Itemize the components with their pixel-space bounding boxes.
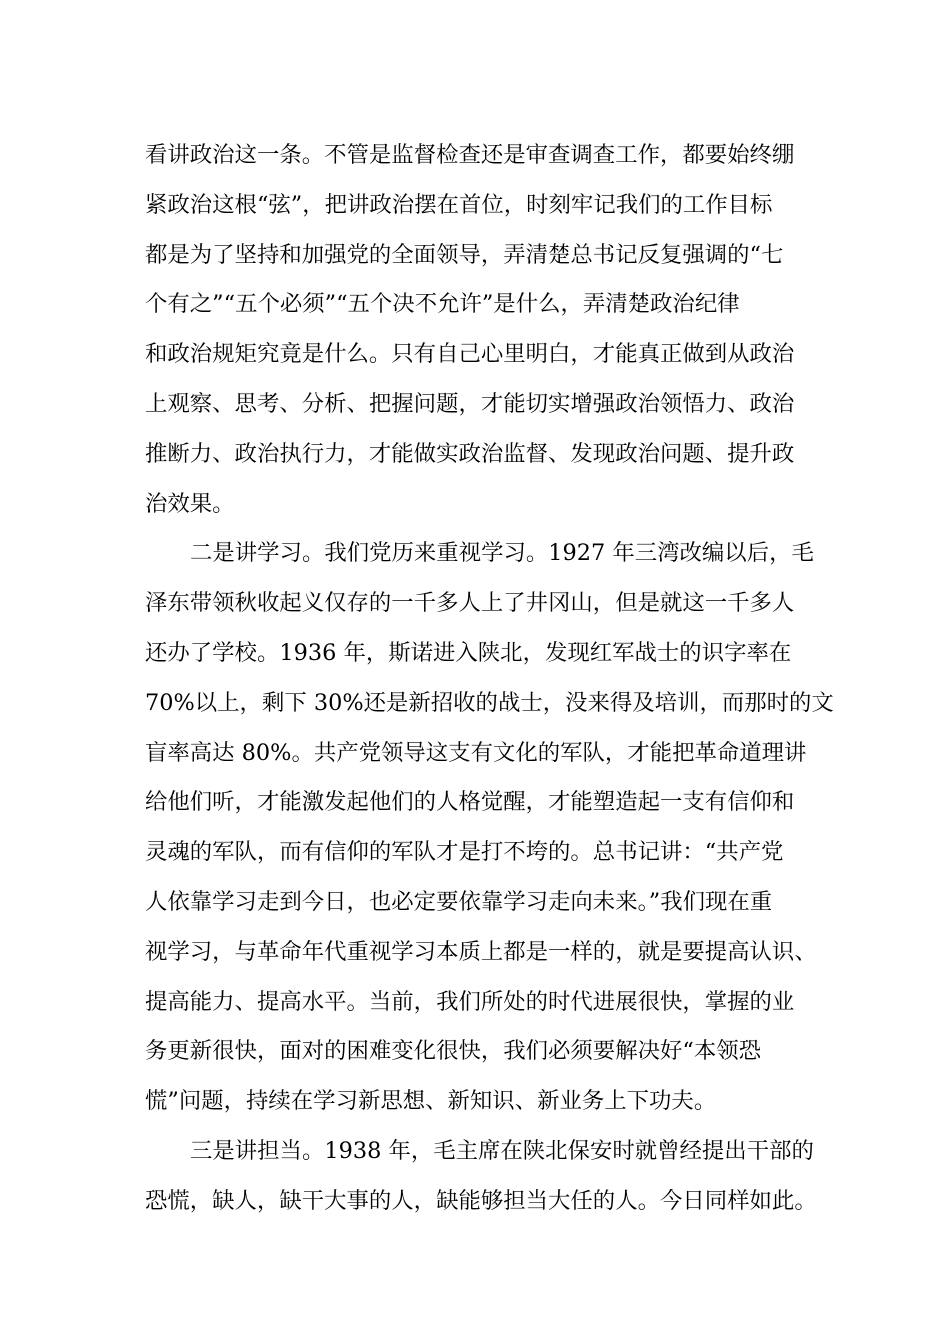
text-line: 务更新很快，面对的困难变化很快，我们必须要解决好“本领恐: [145, 1038, 761, 1065]
text-line: 三是讲担当。1938 年，毛主席在陕北保安时就曾经提出干部的: [190, 1137, 814, 1164]
text-line: 泽东带领秋收起义仅存的一千多人上了井冈山，但是就这一千多人: [145, 590, 795, 617]
text-line: 上观察、思考、分析、把握问题，才能切实增强政治领悟力、政治: [145, 390, 795, 417]
text-line: 推断力、政治执行力，才能做实政治监督、发现政治问题、提升政: [145, 440, 795, 467]
body-text: [145, 131, 835, 1227]
text-line: 给他们听，才能激发起他们的人格觉醒，才能塑造起一支有信仰和: [145, 789, 795, 816]
text-line: 70%以上，剩下 30%还是新招收的战士，没来得及培训，而那时的文: [145, 689, 834, 716]
text-line: 提高能力、提高水平。当前，我们所处的时代进展很快，掌握的业: [145, 988, 795, 1015]
text-line: 和政治规矩究竟是什么。只有自己心里明白，才能真正做到从政治: [145, 341, 795, 368]
text-line: 都是为了坚持和加强党的全面领导，弄清楚总书记反复强调的“七: [145, 241, 784, 268]
text-line: 慌”问题，持续在学习新思想、新知识、新业务上下功夫。: [145, 1088, 717, 1115]
text-line: 二是讲学习。我们党历来重视学习。1927 年三湾改编以后，毛: [190, 540, 814, 567]
text-line: 紧政治这根“弦”，把讲政治摆在首位，时刻牢记我们的工作目标: [145, 191, 773, 218]
text-line: 治效果。: [145, 490, 235, 517]
text-line: 人依靠学习走到今日，也必定要依靠学习走向未来。”我们现在重: [145, 888, 773, 915]
text-line: 盲率高达 80%。共产党领导这支有文化的军队，才能把革命道理讲: [145, 739, 807, 766]
text-line: 还办了学校。1936 年，斯诺进入陕北，发现红军战士的识字率在: [145, 639, 792, 666]
text-line: 灵魂的军队，而有信仰的军队才是打不垮的。总书记讲：“共产党: [145, 839, 784, 866]
text-line: 恐慌，缺人，缺干大事的人，缺能够担当大任的人。今日同样如此。: [145, 1187, 817, 1214]
text-line: 看讲政治这一条。不管是监督检查还是审查调查工作，都要始终绷: [145, 142, 795, 168]
text-line: 视学习，与革命年代重视学习本质上都是一样的，就是要提高认识、: [145, 938, 817, 965]
text-line: 个有之”“五个必须”“五个决不允许”是什么，弄清楚政治纪律: [145, 291, 740, 318]
